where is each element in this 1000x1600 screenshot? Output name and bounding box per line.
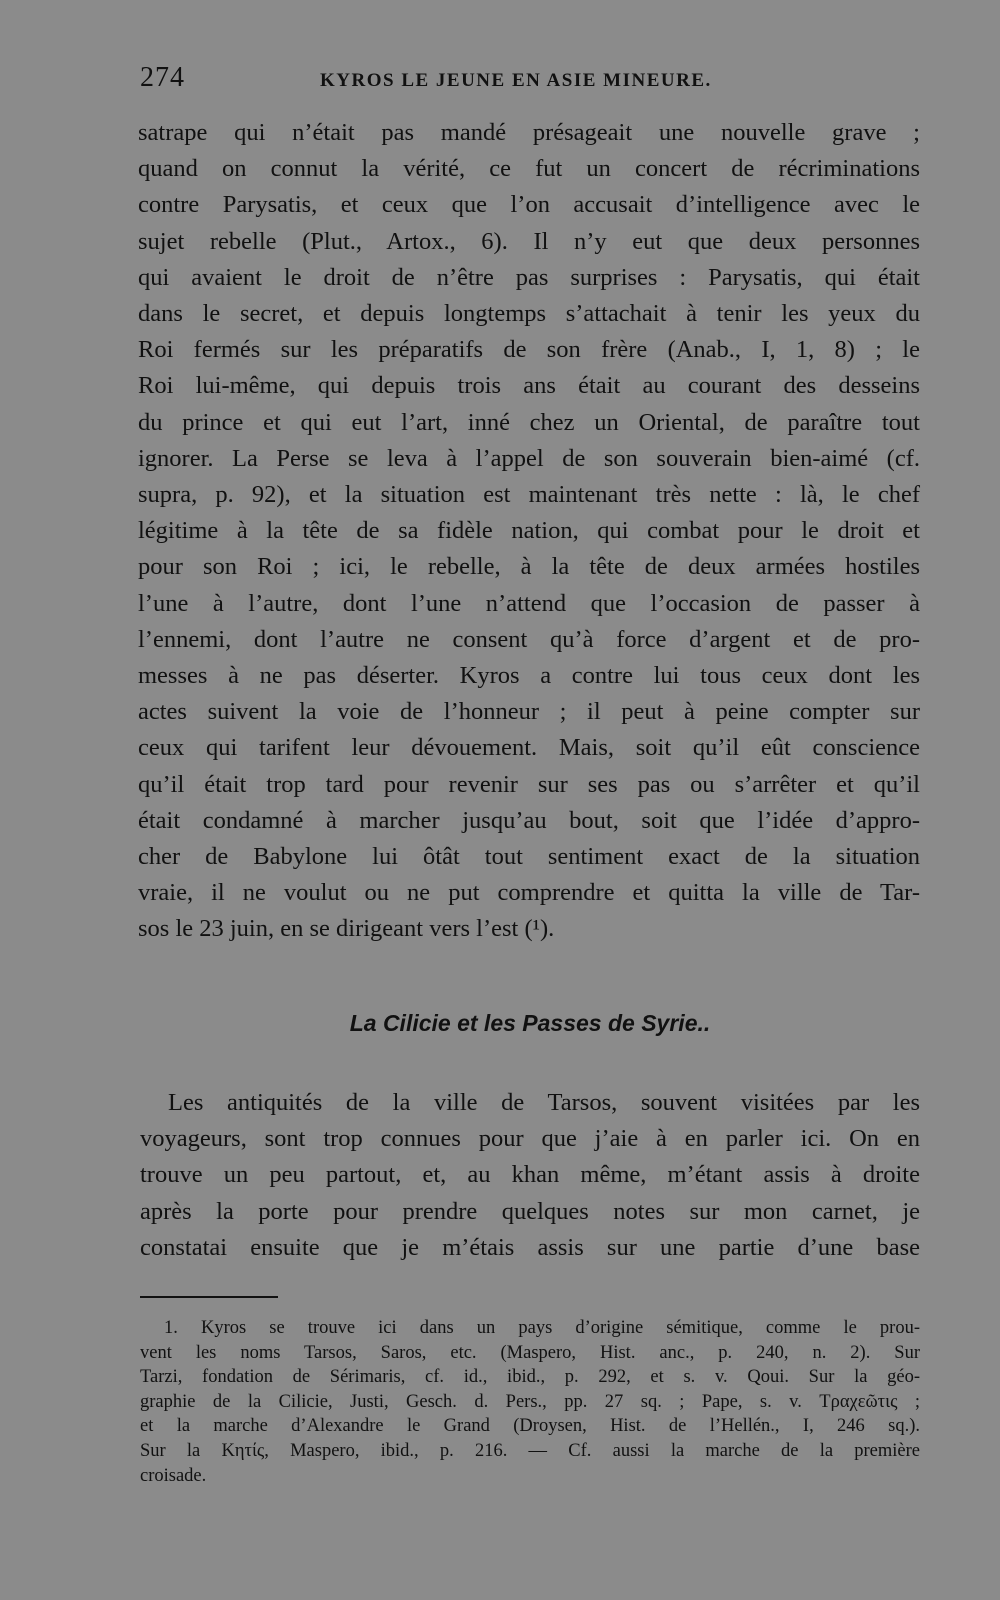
body-line: trouve un peu partout, et, au khan même, m’étant assis à droite: [140, 1161, 920, 1189]
body-line: qui avaient le droit de n’être pas surprises : Parysatis, qui était: [138, 263, 920, 291]
body-line: sos le 23 juin, en se dirigeant vers l’est (¹).: [138, 915, 555, 943]
running-title: KYROS LE JEUNE EN ASIE MINEURE.: [320, 70, 712, 91]
footnote-line: et la marche d’Alexandre le Grand (Droysen, Hist. de l’Hellén., I, 246 sq.).: [140, 1416, 920, 1437]
body-line: Les antiquités de la ville de Tarsos, souvent visitées par les: [168, 1089, 920, 1116]
body-line: ceux qui tarifent leur dévouement. Mais, soit qu’il eût conscience: [138, 734, 920, 762]
body-line: dans le secret, et depuis longtemps s’attachait à tenir les yeux du: [138, 300, 920, 328]
body-line: supra, p. 92), et la situation est maintenant très nette : là, le chef: [138, 481, 920, 509]
body-line: après la porte pour prendre quelques notes sur mon carnet, je: [140, 1197, 920, 1225]
body-line: Roi lui-même, qui depuis trois ans était au courant des desseins: [138, 372, 920, 400]
body-line: vraie, il ne voulut ou ne put comprendre et quitta la ville de Tar-: [138, 879, 920, 907]
body-line: contre Parysatis, et ceux que l’on accusait d’intelligence avec le: [138, 191, 920, 219]
second-paragraph: [140, 1085, 920, 1266]
footnote-line: croisade.: [140, 1465, 207, 1486]
body-line: quand on connut la vérité, ce fut un concert de récriminations: [138, 155, 920, 183]
body-line: était condamné à marcher jusqu’au bout, soit que l’idée d’appro-: [138, 806, 920, 834]
body-line: du prince et qui eut l’art, inné chez un Oriental, de paraître tout: [138, 408, 920, 436]
body-line: messes à ne pas déserter. Kyros a contre lui tous ceux dont les: [138, 662, 920, 690]
footnote-line: Sur la Κητίς, Maspero, ibid., p. 216. — Cf. aussi la marche de la première: [140, 1440, 920, 1461]
footnote-line: Tarzi, fondation de Sérimaris, cf. id., ibid., p. 292, et s. v. Qoui. Sur la géo-: [140, 1367, 920, 1388]
footnote: [140, 1316, 920, 1488]
body-line: l’une à l’autre, dont l’une n’attend que l’occasion de passer à: [138, 589, 920, 617]
body-line: satrape qui n’était pas mandé présageait une nouvelle grave ;: [138, 119, 920, 146]
body-line: l’ennemi, dont l’autre ne consent qu’à force d’argent et de pro-: [138, 625, 920, 653]
body-line: Roi fermés sur les préparatifs de son frère (Anab., I, 1, 8) ; le: [138, 336, 920, 364]
body-line: sujet rebelle (Plut., Artox., 6). Il n’y eut que deux personnes: [138, 227, 920, 255]
body-line: légitime à la tête de sa fidèle nation, qui combat pour le droit et: [138, 517, 920, 545]
section-title: La Cilicie et les Passes de Syrie..: [349, 1010, 711, 1036]
body-paragraph: [138, 115, 920, 948]
footnote-line: vent les noms Tarsos, Saros, etc. (Maspero, Hist. anc., p. 240, n. 2). Sur: [140, 1342, 920, 1363]
body-line: pour son Roi ; ici, le rebelle, à la tête de deux armées hostiles: [138, 553, 920, 581]
body-line: voyageurs, sont trop connues pour que j’aie à en parler ici. On en: [140, 1125, 920, 1153]
footnote-divider: [140, 1296, 278, 1298]
body-line: ignorer. La Perse se leva à l’appel de son souverain bien-aimé (cf.: [138, 444, 920, 472]
footnote-line: 1. Kyros se trouve ici dans un pays d’origine sémitique, comme le prou-: [164, 1318, 920, 1338]
page-header: [140, 62, 920, 98]
body-line: cher de Babylone lui ôtât tout sentiment exact de la situation: [138, 843, 920, 871]
body-line: qu’il était trop tard pour revenir sur ses pas ou s’arrêter et qu’il: [138, 770, 920, 798]
body-line: actes suivent la voie de l’honneur ; il peut à peine compter sur: [138, 698, 920, 726]
footnote-line: graphie de la Cilicie, Justi, Gesch. d. Pers., pp. 27 sq. ; Pape, s. v. Τραχεῶτις ;: [140, 1391, 920, 1412]
page-number: 274: [140, 62, 185, 93]
body-line: constatai ensuite que je m’étais assis sur une partie d’une base: [140, 1233, 920, 1261]
